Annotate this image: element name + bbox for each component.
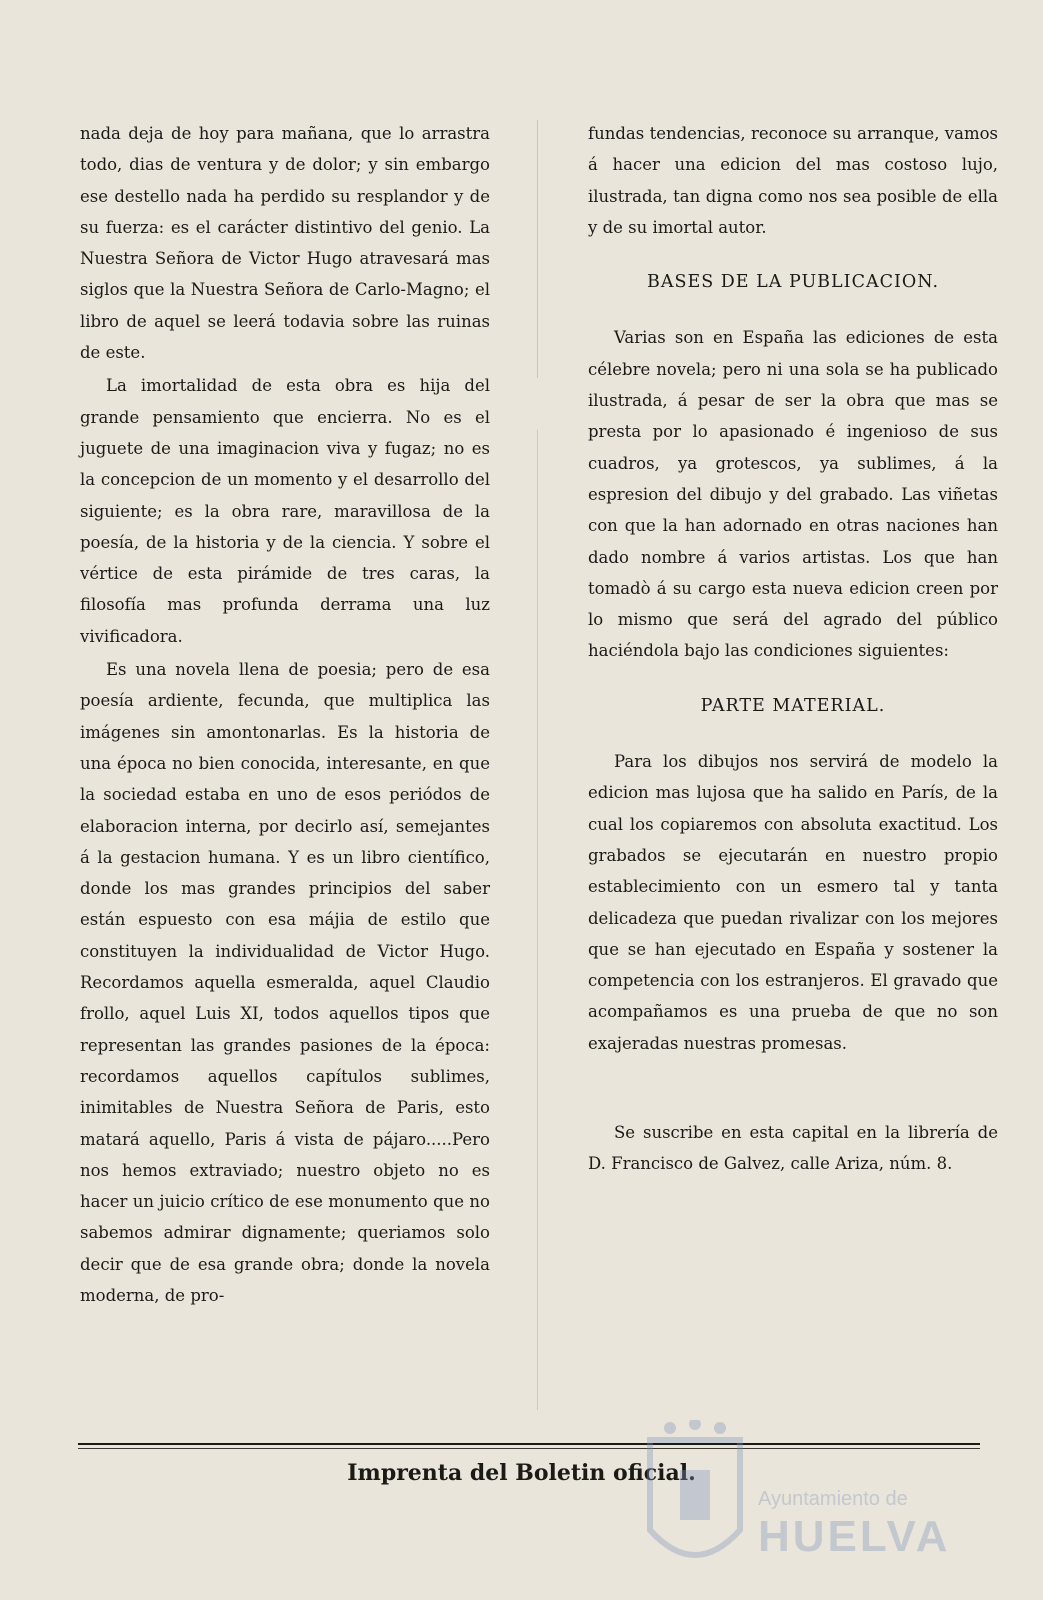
- right-column: [588, 118, 998, 1180]
- material-heading: PARTE MATERIAL.: [700, 695, 886, 716]
- subscription-paragraph: Se suscribe en esta capital en la librería de D. Francisco de Galvez, calle Ariza, núm. 8.: [588, 1123, 998, 1174]
- column-divider: [537, 120, 538, 1410]
- bases-heading: BASES DE LA PUBLICACION.: [646, 272, 940, 293]
- city-seal-icon: [640, 1420, 750, 1580]
- right-intro-paragraph: fundas tendencias, reconoce su arranque, vamos á hacer una edicion del mas costoso lujo, ilustrada, tan digna como nos sea posible de ella y de su imortal autor.: [588, 124, 998, 237]
- watermark-line-1: Ayuntamiento de: [758, 1488, 908, 1510]
- material-paragraph: Para los dibujos nos servirá de modelo la edicion mas lujosa que ha salido en París, de la cual los copiaremos con absoluta exactitud. Los grabados se ejecutarán en nuestro propio establecimiento con un esmero tal y tanta delicadeza que puedan rivalizar con los mejores que se han ejecutado en España y sostener la competencia con los estranjeros. El gravado que acompañamos es una prueba de que no son exajeradas nuestras promesas.: [588, 752, 998, 1053]
- bases-paragraph: Varias son en España las ediciones de esta célebre novela; pero ni una sola se ha publicado ilustrada, á pesar de ser la obra que mas se presta por lo apasionado é ingenioso de sus cuadros, ya grotescos, ya sublimes, á la espresion del dibujo y del grabado. Las viñetas con que la han adornado en otras naciones han dado nombre á varios artistas. Los que han tomadò á su cargo esta nueva edicion creen por lo mismo que será del agrado del público haciéndola bajo las condiciones siguientes:: [588, 328, 998, 661]
- watermark-line-2: HUELVA: [758, 1512, 951, 1561]
- imprint-line: Imprenta del Boletin oficial.: [347, 1460, 696, 1486]
- left-paragraph-3: Es una novela llena de poesia; pero de esa poesía ardiente, fecunda, que multiplica las imágenes sin amontonarlas. Es la historia de una época no bien conocida, interesante, en que la sociedad estaba en uno de esos periódos de elaboracion interna, por decirlo así, semejantes á la gestacion humana. Y es un libro científico, donde los mas grandes principios del saber están espuesto con esa májia de estilo que constituyen la individualidad de Victor Hugo. Recordamos aquella esmeralda, aquel Claudio frollo, aquel Luis XI, todos aquellos tipos que representan las grandes pasiones de la época: recordamos aquellos capítulos sublimes, inimitables de Nuestra Señora de Paris, esto matará aquello, Paris á vista de pájaro.....Pero nos hemos extraviado; nuestro objeto no es hacer un juicio crítico de ese monumento que no sabemos admirar dignamente; queriamos solo decir que de esa grande obra; donde la novela moderna, de pro-: [80, 660, 490, 1305]
- archive-watermark: [640, 1420, 1000, 1580]
- left-paragraph-1: nada deja de hoy para mañana, que lo arrastra todo, dias de ventura y de dolor; y sin embargo ese destello nada ha perdido su resplandor y de su fuerza: es el carácter distintivo del genio. La Nuestra Señora de Victor Hugo atravesará mas siglos que la Nuestra Señora de Carlo-Magno; el libro de aquel se leerá todavia sobre las ruinas de este.: [80, 124, 490, 363]
- left-paragraph-2: La imortalidad de esta obra es hija del grande pensamiento que encierra. No es el juguete de una imaginacion viva y fugaz; no es la concepcion de un momento y el desarrollo del siguiente; es la obra rare, maravillosa de la poesía, de la historia y de la ciencia. Y sobre el vértice de esta pirámide de tres caras, la filosofía mas profunda derrama una luz vivificadora.: [80, 376, 490, 646]
- left-column: [80, 118, 490, 1311]
